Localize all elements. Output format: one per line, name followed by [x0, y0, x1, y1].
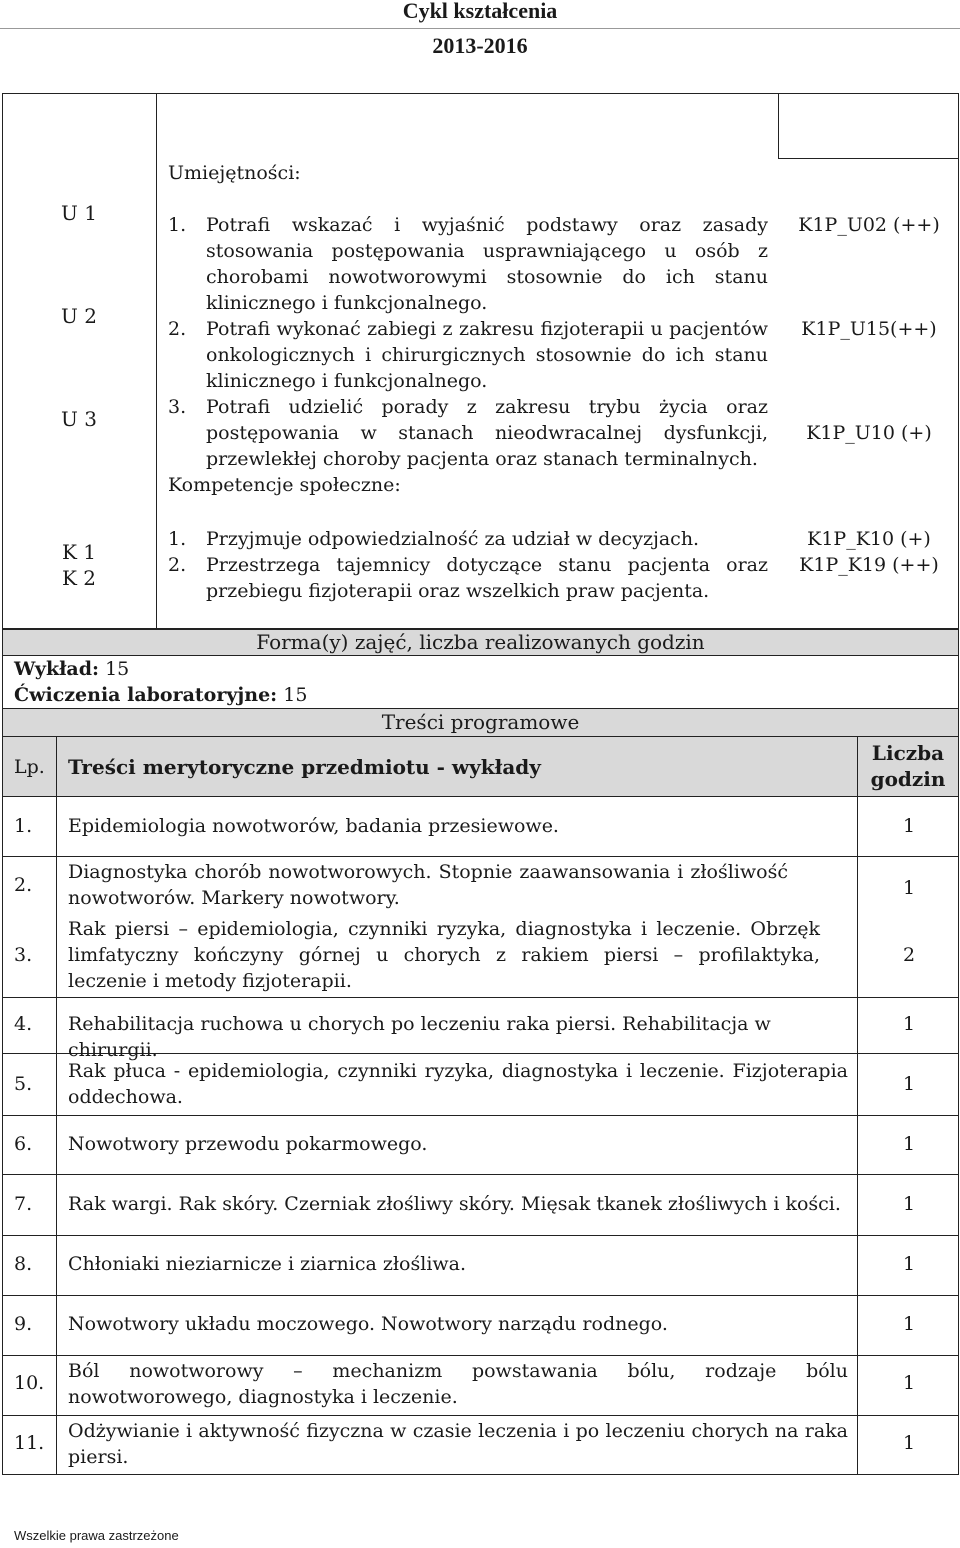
- effect-code-u15: K1P_U15(++): [801, 318, 937, 340]
- row-topic: Odżywianie i aktywność fizyczna w czasie leczenia i po leczeniu chorych na raka piersi.: [68, 1420, 848, 1468]
- effect-code-u10: K1P_U10 (+): [806, 422, 932, 444]
- row-lp: 3.: [14, 944, 33, 966]
- row-topic: Rehabilitacja ruchowa u chorych po leczeniu raka piersi. Rehabilitacja w chirurgii.: [68, 1013, 771, 1061]
- row-lp: 11.: [14, 1432, 45, 1454]
- skill-item: 1. Potrafi wskazać i wyjaśnić podstawy oraz zasady stosowania postępowania usprawniającego u osób z chorobami nowotworowymi stosownie do ich stanu klinicznego i funkcjonalnego.: [168, 214, 768, 314]
- header-divider: [0, 28, 960, 29]
- row-hours: 1: [902, 815, 916, 837]
- content-col-divider-2: [857, 736, 858, 1475]
- row-topic: Rak wargi. Rak skóry. Czerniak złośliwy skóry. Mięsak tkanek złośliwych i kości.: [68, 1193, 841, 1215]
- effects-col-divider-1: [156, 93, 157, 629]
- effect-code-k10: K1P_K10 (+): [807, 528, 931, 550]
- competence-item: 1. Przyjmuje odpowiedzialność za udział w decyzjach.: [168, 528, 700, 550]
- cycle-years: 2013-2016: [432, 33, 528, 58]
- skill-code-u3: U 3: [61, 407, 97, 431]
- row-topic: Chłoniaki nieziarnicze i ziarnica złośliwa.: [68, 1253, 467, 1275]
- row-hours: 1: [902, 1372, 916, 1394]
- row-divider: [2, 856, 959, 857]
- row-topic: Rak piersi – epidemiologia, czynniki ryzyka, diagnostyka i leczenie. Obrzęk limfatyczny kończyny górnej u chorych z rakiem piersi – profilaktyka, leczenie i metody fizjoterapii.: [68, 918, 820, 992]
- footer-rights: Wszelkie prawa zastrzeżone: [14, 1528, 179, 1543]
- skills-list: [168, 212, 768, 472]
- cycle-title: Cykl kształcenia: [402, 0, 558, 23]
- row-divider: [2, 1115, 959, 1116]
- row-divider: [2, 1295, 959, 1296]
- competence-code-k1: K 1: [61, 540, 97, 564]
- skill-code-u1: U 1: [61, 201, 97, 225]
- col-topic-header: Treści merytoryczne przedmiotu - wykłady: [68, 755, 541, 779]
- row-hours: 1: [902, 1313, 916, 1335]
- row-topic: Ból nowotworowy – mechanizm powstawania bólu, rodzaje bólu nowotworowego, diagnostyka i leczenie.: [68, 1360, 848, 1408]
- row-hours: 1: [902, 1013, 916, 1035]
- row-hours: 1: [902, 1133, 916, 1155]
- competence-code-k2: K 2: [61, 566, 97, 590]
- effect-code-k19: K1P_K19 (++): [799, 554, 939, 576]
- forms-heading: Forma(y) zajęć, liczba realizowanych godzin: [256, 630, 705, 654]
- skill-item: 3. Potrafi udzielić porady z zakresu trybu życia oraz postępowania w stanach nieodwracalnej dysfunkcji, przewlekłej choroby pacjenta oraz stanach terminalnych.: [168, 396, 768, 470]
- lab-hours: 15: [283, 684, 308, 706]
- skill-code-u2: U 2: [61, 304, 97, 328]
- row-topic: Nowotwory układu moczowego. Nowotwory narządu rodnego.: [68, 1313, 668, 1335]
- skill-item: 2. Potrafi wykonać zabiegi z zakresu fizjoterapii u pacjentów onkologicznych i chirurgicznych stosownie do ich stanu klinicznego i funkcjonalnego.: [168, 318, 768, 392]
- row-lp: 4.: [14, 1013, 33, 1035]
- row-divider: [2, 997, 959, 998]
- row-hours: 1: [902, 1193, 916, 1215]
- row-lp: 1.: [14, 815, 33, 837]
- row-lp: 7.: [14, 1193, 33, 1215]
- col-hours-header: Liczba godzin: [870, 741, 946, 791]
- content-divider-header-top: [2, 736, 959, 737]
- row-topic: Epidemiologia nowotworów, badania przesiewowe.: [68, 815, 559, 837]
- lab-label: Ćwiczenia laboratoryjne:: [14, 684, 278, 706]
- effects-col-divider-2: [778, 93, 779, 158]
- row-hours: 1: [902, 877, 916, 899]
- row-lp: 2.: [14, 874, 33, 896]
- row-topic: Diagnostyka chorób nowotworowych. Stopnie zaawansowania i złośliwość nowotworów. Markery nowotwory.: [68, 861, 788, 909]
- row-divider: [2, 1235, 959, 1236]
- content-heading: Treści programowe: [381, 710, 580, 734]
- row-hours: 1: [902, 1253, 916, 1275]
- competences-heading: Kompetencje społeczne:: [168, 474, 401, 496]
- row-topic: Rak płuca - epidemiologia, czynniki ryzyka, diagnostyka i leczenie. Fizjoterapia oddechowa.: [68, 1060, 848, 1108]
- row-hours: 2: [902, 944, 916, 966]
- row-divider: [2, 1415, 959, 1416]
- effects-top-divider: [778, 158, 959, 159]
- skills-heading: Umiejętności:: [168, 162, 301, 184]
- row-lp: 8.: [14, 1253, 33, 1275]
- row-topic: Nowotwory przewodu pokarmowego.: [68, 1133, 428, 1155]
- row-lp: 5.: [14, 1073, 33, 1095]
- competences-list: [168, 526, 768, 604]
- competence-item: 2. Przestrzega tajemnicy dotyczące stanu pacjenta oraz przebiegu fizjoterapii oraz wszelkich praw pacjenta.: [168, 554, 768, 602]
- lecture-hours: 15: [105, 658, 130, 680]
- col-lp-header: Lp.: [14, 756, 45, 778]
- row-lp: 6.: [14, 1133, 33, 1155]
- row-divider: [2, 796, 959, 797]
- row-hours: 1: [902, 1432, 916, 1454]
- content-col-divider-1: [56, 736, 57, 1475]
- lecture-label: Wykład:: [14, 658, 100, 680]
- row-hours: 1: [902, 1073, 916, 1095]
- row-lp: 9.: [14, 1313, 33, 1335]
- row-divider: [2, 1174, 959, 1175]
- effect-code-u02: K1P_U02 (++): [798, 214, 940, 236]
- row-divider: [2, 1355, 959, 1356]
- row-lp: 10.: [14, 1372, 45, 1394]
